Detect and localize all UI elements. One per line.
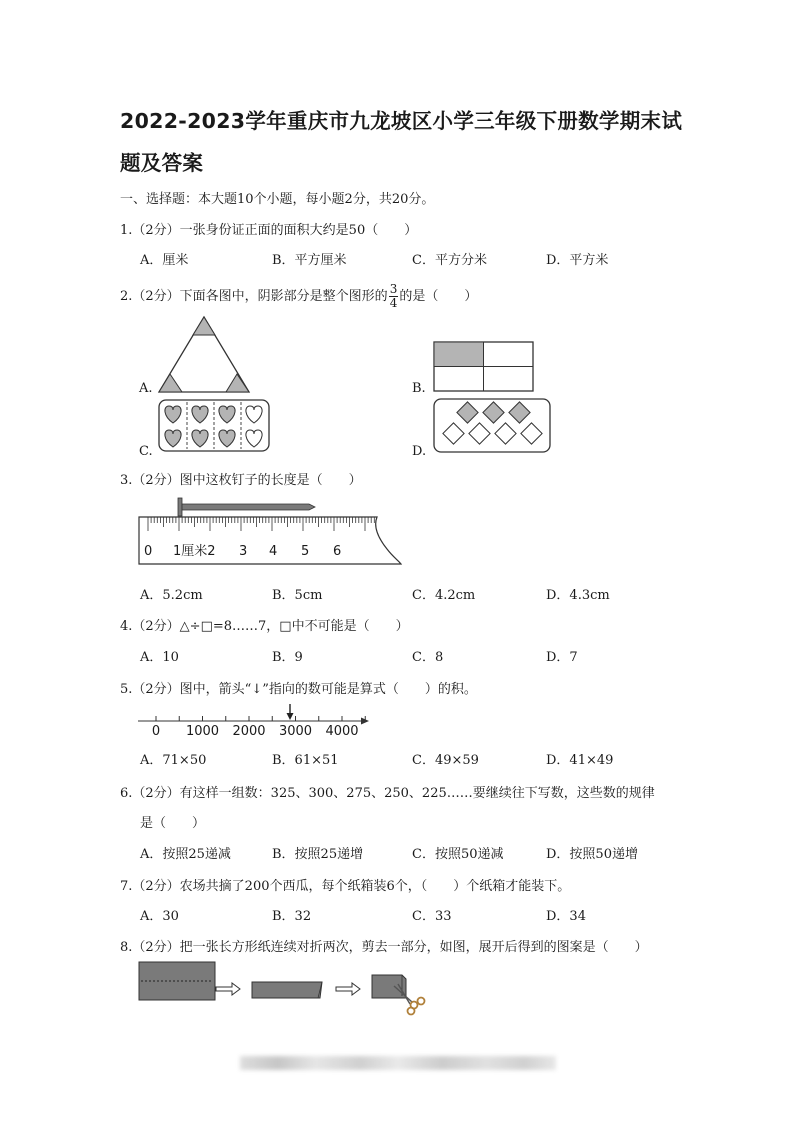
axis-label: 2000 [232,724,266,739]
ruler-label: 6 [333,544,342,559]
arrow-right-icon-2 [336,983,360,995]
q2-stem-post: 的是（ ） [399,289,478,304]
ruler-label: 5 [301,544,310,559]
q1-option-d: D．平方米 [546,253,609,268]
q2-rectangle-figure [432,340,536,395]
axis-label: 0 [151,724,161,739]
ruler-label: 1厘米2 [173,544,216,559]
q3-ruler-figure [135,497,405,569]
q5-option-d: D．41×49 [546,753,614,768]
q4-option-c: C．8 [412,650,444,665]
page-title: 2022-2023学年重庆市九龙坡区小学三年级下册数学期末试 [120,109,683,133]
q7-option-b: B．32 [272,909,312,924]
q7-option-a: A．30 [140,909,179,924]
axis-label: 4000 [325,724,359,739]
q7-option-d: D．34 [546,909,586,924]
q6-option-c: C．按照50递减 [412,847,504,862]
q5-number-line [135,703,375,739]
q1-option-b: B．平方厘米 [272,253,347,268]
q2-stem-pre: 2.（2分）下面各图中，阴影部分是整个图形的 [120,289,388,304]
q6-option-b: B．按照25递增 [272,847,364,862]
section-heading: 一、选择题：本大题10个小题，每小题2分，共20分。 [120,192,435,207]
q2-diamonds-figure [432,397,554,455]
q3-option-d: D．4.3cm [546,588,610,603]
q1-option-a: A．厘米 [140,253,189,268]
ruler-label: 0 [144,544,153,559]
folded-twice-paper [372,975,406,998]
q4-option-a: A．10 [140,650,179,665]
q4-stem: 4.（2分）△÷□=8……7，□中不可能是（ ） [120,619,409,634]
q7-option-c: C．33 [412,909,452,924]
q1-stem: 1.（2分）一张身份证正面的面积大约是50（ ） [120,223,418,238]
q2-stem [120,283,477,310]
q5-option-b: B．61×51 [272,753,339,768]
fraction [389,283,399,310]
nail-head [178,498,182,516]
page-title-line2: 题及答案 [120,151,204,175]
q3-option-c: C．4.2cm [412,588,476,603]
nail-shaft [182,504,315,510]
q8-stem: 8.（2分）把一张长方形纸连续对折两次，剪去一部分，如图，展开后得到的图案是（ ） [120,940,648,955]
q5-option-a: A．71×50 [140,753,207,768]
ruler-label: 4 [269,544,278,559]
q3-option-a: A．5.2cm [140,588,203,603]
q6-option-d: D．按照50递增 [546,847,638,862]
q7-stem: 7.（2分）农场共摘了200个西瓜，每个纸箱装6个，（ ）个纸箱才能装下。 [120,879,571,894]
q2-option-d-label: D. [412,444,427,459]
q2-triangle-figure [155,312,255,397]
q6-option-a: A．按照25递减 [140,847,231,862]
q5-stem: 5.（2分）图中，箭头“↓”指向的数可能是算式（ ）的积。 [120,682,477,697]
axis-label: 1000 [185,724,220,739]
q6-stem: 6.（2分）有这样一组数：325、300、275、250、225……要继续往下写数，这些数的规律 [120,786,655,801]
q2-option-a-label: A. [139,381,153,396]
heart-row-top [165,406,262,423]
footer-watermark [240,1056,556,1070]
heart-row-bottom [165,430,262,447]
q2-hearts-figure [157,398,271,454]
folded-paper [252,982,322,998]
fraction-numerator: 3 [389,282,398,296]
ruler-label: 3 [239,544,248,559]
arrow-right-icon [216,983,240,995]
q5-option-c: C．49×59 [412,753,479,768]
q6-stem-line2: 是（ ） [140,816,206,831]
q3-stem: 3.（2分）图中这枚钉子的长度是（ ） [120,473,362,488]
q1-option-c: C．平方分米 [412,253,487,268]
q2-option-b-label: B. [412,381,426,396]
q3-option-b: B．5cm [272,588,323,603]
q4-option-b: B．9 [272,650,303,665]
q4-option-d: D．7 [546,650,578,665]
q8-folding-figure [136,958,436,1020]
q2-option-c-label: C. [139,444,153,459]
axis-label: 3000 [278,724,313,739]
fraction-denominator: 4 [389,296,398,310]
down-arrow-icon [287,704,294,720]
